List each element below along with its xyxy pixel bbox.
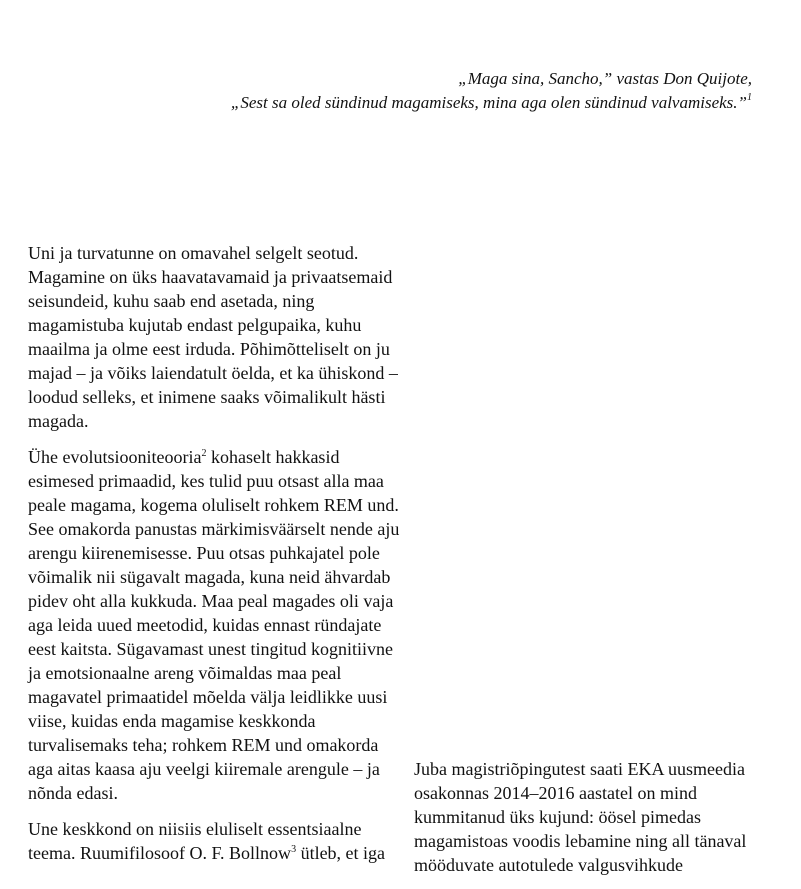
- text-line: aga leida uued meetodid, kuidas ennast ründajate: [28, 615, 382, 635]
- text-line: viise, kuidas enda magamise keskkonda: [28, 711, 316, 731]
- text-line: Juba magistriõpingutest saati EKA uusmeedia: [414, 759, 745, 779]
- text-line: Uni ja turvatunne on omavahel selgelt seotud.: [28, 243, 359, 263]
- paragraph-master-studies: [414, 757, 794, 877]
- text-line: nõnda edasi.: [28, 783, 118, 803]
- footnote-ref-3[interactable]: 3: [291, 844, 297, 855]
- text-line: seisundeid, kuhu saab end asetada, ning: [28, 291, 315, 311]
- text-line: esimesed primaadid, kes tulid puu otsast alla maa: [28, 471, 384, 491]
- text-line: magamistuba kujutab endast pelgupaika, kuhu: [28, 315, 362, 335]
- text-line: maailma ja olme eest irduda. Põhimõtteliselt on ju: [28, 339, 390, 359]
- text-line: [28, 841, 408, 865]
- text-line: ja emotsionaalne areng võimaldas maa peal: [28, 663, 342, 683]
- text-line: pidev oht alla kukkuda. Maa peal magades oli vaja: [28, 591, 394, 611]
- epigraph-quote: [231, 67, 752, 115]
- epigraph-line-2-text: „Sest sa oled sündinud magamiseks, mina aga olen sündinud valvamiseks.”: [230, 93, 747, 112]
- footnote-ref-1[interactable]: 1: [747, 92, 752, 104]
- text-line: võimalik nii sügavalt magada, kuna neid ähvardab: [28, 567, 391, 587]
- text-line: mööduvate autotulede valgusvihkude: [414, 855, 683, 875]
- text-fragment: ütleb, et iga: [296, 843, 386, 863]
- right-text-column: [414, 757, 794, 889]
- text-line: [28, 445, 408, 469]
- left-text-column: [28, 241, 408, 877]
- text-line: Une keskkond on niisiis eluliselt essentsiaalne: [28, 819, 362, 839]
- epigraph-line-2: [231, 91, 752, 115]
- paragraph-sleep-and-safety: [28, 241, 408, 433]
- paragraph-sleep-environment: [28, 817, 408, 865]
- epigraph-line-1: „Maga sina, Sancho,” vastas Don Quijote,: [458, 69, 752, 88]
- text-line: kummitanud üks kujund: öösel pimedas: [414, 807, 701, 827]
- text-line: See omakorda panustas märkimisväärselt nende aju: [28, 519, 400, 539]
- text-line: peale magama, kogema oluliselt rohkem REM und.: [28, 495, 399, 515]
- text-line: Magamine on üks haavatavamaid ja privaatsemaid: [28, 267, 393, 287]
- text-line: magada.: [28, 411, 89, 431]
- text-line: osakonnas 2014–2016 aastatel on mind: [414, 783, 697, 803]
- paragraph-evolution-theory: [28, 445, 408, 805]
- text-fragment: Ühe evolutsiooniteooria: [28, 447, 202, 467]
- text-line: majad – ja võiks laiendatult öelda, et ka ühiskond –: [28, 363, 398, 383]
- text-line: aga aitas kaasa aju veelgi kiiremale arengule – ja: [28, 759, 380, 779]
- text-line: magamistoas voodis lebamine ning all tänaval: [414, 831, 747, 851]
- footnote-ref-2[interactable]: 2: [201, 448, 207, 459]
- text-fragment: kohaselt hakkasid: [206, 447, 340, 467]
- text-line: magavatel primaatidel mõelda välja leidlikke uusi: [28, 687, 388, 707]
- text-fragment: teema. Ruumifilosoof O. F. Bollnow: [28, 843, 292, 863]
- text-line: turvalisemaks teha; rohkem REM und omakorda: [28, 735, 379, 755]
- text-line: arengu kiirenemisesse. Puu otsas puhkajatel pole: [28, 543, 380, 563]
- text-line: eest kaitsta. Sügavamast unest tingitud kognitiivne: [28, 639, 393, 659]
- text-line: loodud selleks, et inimene saaks võimalikult hästi: [28, 387, 386, 407]
